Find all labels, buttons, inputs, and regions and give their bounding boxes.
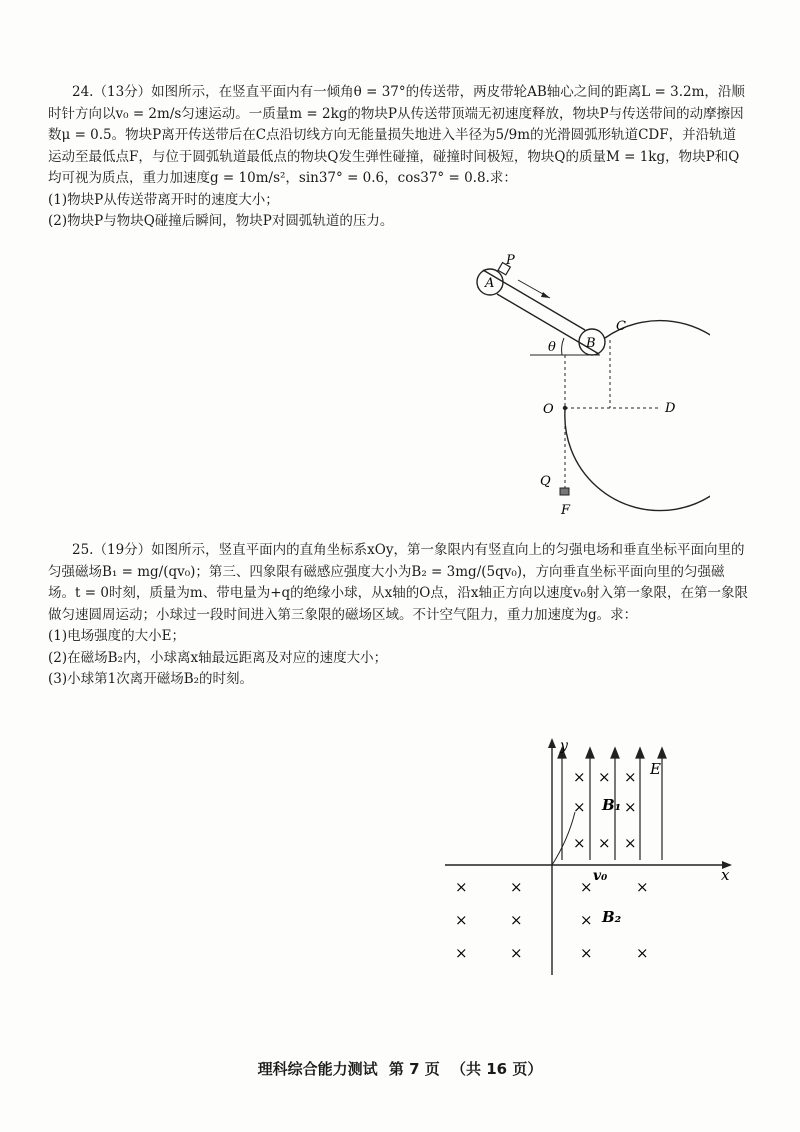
- q24-score: （13分）: [93, 84, 152, 100]
- label-v0: v₀: [593, 868, 608, 884]
- q25-score: （19分）: [93, 542, 152, 558]
- footer-total: （共 16 页）: [451, 1060, 543, 1078]
- label-c: C: [616, 319, 626, 334]
- cross: ×: [573, 768, 586, 786]
- label-b2: B₂: [602, 908, 622, 926]
- label-q: Q: [540, 474, 551, 489]
- q25-figure: [440, 730, 740, 980]
- y-axis-arrow: [548, 738, 556, 748]
- q25-number: 25.: [72, 542, 94, 558]
- label-e: E: [650, 760, 661, 778]
- q25-sub1: (1)电场强度的大小E；: [48, 628, 185, 644]
- label-theta: θ: [548, 340, 556, 355]
- cross: ×: [624, 798, 637, 816]
- cross: ×: [636, 878, 649, 896]
- q25-diagram: [440, 730, 740, 980]
- q24-sub2: (2)物块P与物块Q碰撞后瞬间，物块P对圆弧轨道的压力。: [48, 213, 394, 229]
- label-o: O: [543, 402, 554, 417]
- cross: ×: [455, 944, 468, 962]
- cross: ×: [580, 944, 593, 962]
- cross: ×: [455, 878, 468, 896]
- cross: ×: [580, 911, 593, 929]
- cross: ×: [573, 798, 586, 816]
- question-25: [48, 540, 748, 691]
- cross: ×: [598, 768, 611, 786]
- cross: ×: [598, 834, 611, 852]
- cross: ×: [624, 834, 637, 852]
- q24-figure: [440, 250, 710, 520]
- label-a: A: [485, 276, 495, 291]
- label-f: F: [561, 503, 571, 518]
- trajectory-arc: [552, 812, 575, 865]
- cross: ×: [510, 911, 523, 929]
- question-24: [48, 82, 748, 233]
- label-b1: B₁: [602, 796, 622, 814]
- label-x: x: [721, 866, 730, 884]
- q24-sub1: (1)物块P从传送带离开时的速度大小；: [48, 191, 279, 208]
- q25-sub2: (2)在磁场B₂内，小球离x轴最远距离及对应的速度大小；: [48, 649, 388, 666]
- cross: ×: [510, 944, 523, 962]
- cross: ×: [510, 878, 523, 896]
- page-footer: [0, 1058, 800, 1079]
- label-p: P: [506, 253, 515, 268]
- q25-stem-paragraph: [48, 540, 748, 626]
- q24-number: 24.: [72, 84, 94, 100]
- label-y: y: [560, 738, 568, 754]
- footer-page: 第 7 页: [388, 1060, 440, 1078]
- block-q: [560, 488, 569, 495]
- belt-top: [483, 270, 585, 330]
- q24-stem-paragraph: [48, 82, 748, 190]
- label-d: D: [665, 401, 676, 416]
- q24-diagram: [440, 250, 710, 520]
- cross: ×: [455, 911, 468, 929]
- q25-sub3: (3)小球第1次离开磁场B₂的时刻。: [48, 671, 254, 687]
- angle-arc: [562, 338, 564, 355]
- q25-stem: 如图所示，竖直平面内的直角坐标系xOy，第一象限内有竖直向上的匀强电场和垂直坐标平面向里的匀强磁场B₁ = mg/(qv₀)；第三、四象限有磁感应强度大小为B₂ = 3mg/(5qv₀)，方向垂直坐标平面向里的匀强磁场。t = 0时刻，质量为m、带电量为+q的绝缘小球，从x轴的O点，沿x轴正方向以速度v₀射入第一象限，在第一象限做匀速圆周运动；小球过一段时间进入第三象限的磁场区域。不计空气阻力，重力加速度为g。求：: [48, 542, 748, 623]
- cross: ×: [624, 768, 637, 786]
- cross: ×: [573, 834, 586, 852]
- cross: ×: [636, 944, 649, 962]
- footer-subject: 理科综合能力测试: [257, 1060, 378, 1078]
- q24-stem: 如图所示，在竖直平面内有一倾角θ = 37°的传送带，两皮带轮AB轴心之间的距离L = 3.2m，沿顺时针方向以v₀ = 2m/s匀速运动。一质量m = 2kg的物块P从传送带顶端无初速度释放，物块P与传送带间的动摩擦因数μ = 0.5。物块P离开传送带后在C点沿切线方向无能量损失地进入半径为5/9m的光滑圆弧形轨道CDF，并沿轨道运动至最低点F，与位于圆弧轨道最低点的物块Q发生弹性碰撞，碰撞时间极短，物块Q的质量M = 1kg，物块P和Q均可视为质点，重力加速度g = 10m/s²，sin37° = 0.6，cos37° = 0.8.求：: [48, 84, 745, 186]
- cross: ×: [580, 878, 593, 896]
- label-b: B: [586, 336, 596, 351]
